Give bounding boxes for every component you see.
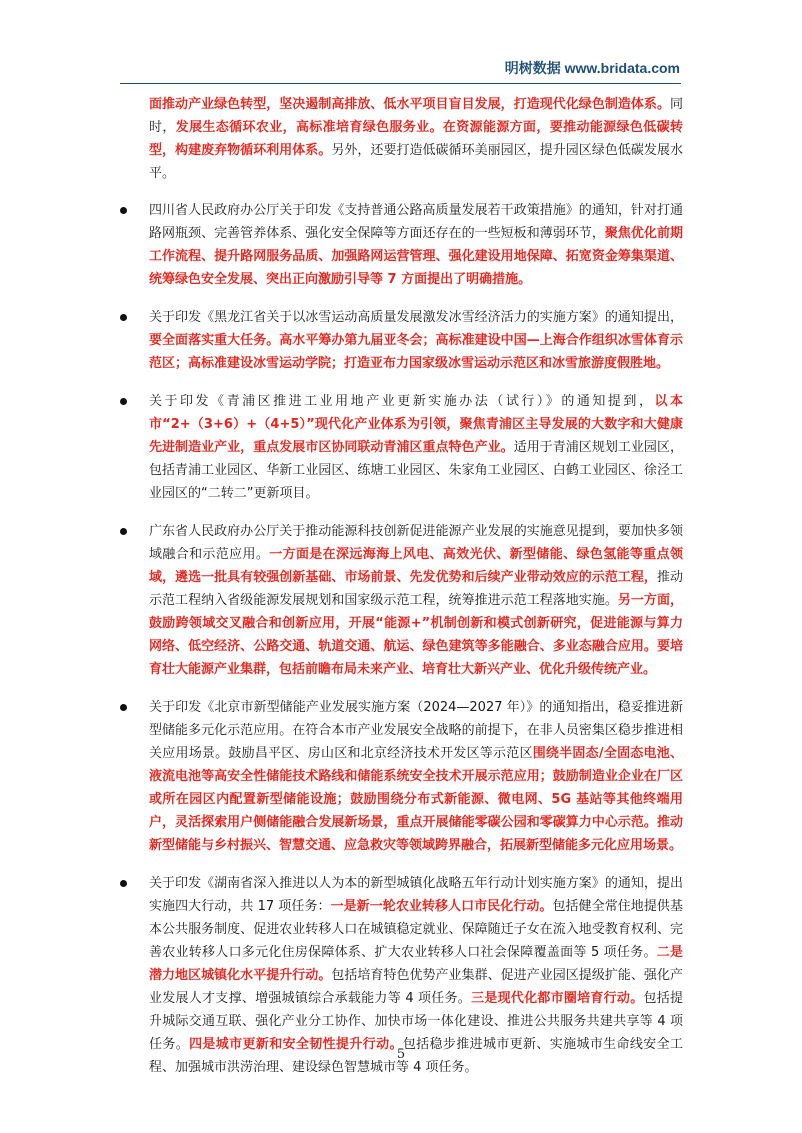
text-segment: 发展生态循环农业，高标准培育绿色服务业。在资源能源方面，要推动能源绿色低碳转型，构建废弃物循环利用体系。	[149, 120, 683, 158]
text-segment: 关于印发《青浦区推进工业用地产业更新实施办法（试行）》的通知提到，	[149, 394, 655, 409]
text-segment: 包括稳步推进城市更新、实施城市生命线安全工程、加强城市洪涝治理、建设绿色智慧城市等 4 项任务。	[149, 1037, 683, 1075]
text-segment: 二是潜力地区城镇化水平提升行动。	[149, 945, 683, 983]
text-segment: 同时，	[149, 97, 683, 135]
bullet-item-guangdong	[121, 520, 683, 681]
bullet-icon	[120, 207, 127, 214]
text-segment: 推动示范工程纳入省级能源发展规划和国家级示范工程，统筹推进示范工程落地实施。	[149, 570, 683, 608]
bullet-item-beijing	[121, 696, 683, 857]
text-segment: 关于印发《湖南省深入推进以人为本的新型城镇化战略五年行动计划实施方案》的通知，提出实施四大行动，共 17 项任务：	[149, 876, 683, 914]
text-segment: 四是城市更新和安全韧性提升行动。	[189, 1037, 403, 1052]
text-segment: 包括健全常住地提供基本公共服务制度、促进农业转移人口在城镇稳定就业、保障随迁子女在流入地受教育权利、完善农业转移人口多元化住房保障体系、扩大农业转移人口社会保障覆盖面等 5 项任务。	[149, 899, 683, 960]
text-segment: 一方面是在深远海海上风电、高效光伏、新型储能、绿色氢能等重点领域，遴选一批具有较强创新基础、市场前景、先发优势和后续产业带动效应的示范工程，	[149, 547, 683, 585]
page-number: 5	[396, 1047, 406, 1062]
text-segment: 围绕半固态/全固态电池、液流电池等高安全性储能技术路线和储能系统安全技术开展示范应用；鼓励制造业企业在厂区或所在园区内配置新型储能设施；鼓励围绕分布式新能源、微电网、5G 基站等其他终端用户，灵活探索用户侧储能融合发展新场景，重点开展储能零碳公园和零碳算力中心示范。推动新型储能与乡村振兴、智慧交通、应急救灾等领域跨界融合，拓展新型储能多元化应用场景。	[149, 746, 683, 853]
bullet-icon	[120, 528, 127, 535]
text-segment: 包括提升城际交通互联、强化产业分工协作、加快市场一体化建设、推进公共服务共建共享等 4 项任务。	[149, 991, 683, 1052]
bullet-icon	[120, 398, 127, 405]
bullet-item-qingpu	[121, 390, 683, 505]
bullet-icon	[120, 880, 127, 887]
text-segment: 面推动产业绿色转型，坚决遏制高排放、低水平项目盲目发展，打造现代化绿色制造体系。	[149, 97, 670, 112]
text-segment: 以本市“2+（3+6）+（4+5）”现代化产业体系为引领，聚焦青浦区主导发展的大数字和大健康先进制造业产业，重点发展市区协同联动青浦区重点特色产业。	[149, 394, 683, 455]
continuation-paragraph	[149, 93, 683, 185]
text-segment: 一是新一轮农业转移人口市民化行动。	[330, 899, 553, 914]
bullet-icon	[120, 314, 127, 321]
header-brand: 明树数据 www.bridata.com	[504, 60, 680, 76]
text-segment: 适用于青浦区规划工业园区，包括青浦工业园区、华新工业园区、练塘工业园区、朱家角工业园区、白鹤工业园区、徐泾工业园区的“二转二”更新项目。	[149, 440, 683, 501]
text-segment: 另一方面，鼓励跨领域交叉融合和创新应用，开展“能源+”机制创新和模式创新研究，促进能源与算力网络、低空经济、公路交通、轨道交通、航运、绿色建筑等多能融合、多业态融合应用。要培育壮大能源产业集群，包括前瞻布局未来产业、培育壮大新兴产业、优化升级传统产业。	[149, 593, 683, 677]
text-segment: 聚焦优化前期工作流程、提升路网服务品质、加强路网运营管理、强化建设用地保障、拓宽资金筹集渠道、统筹绿色安全发展、突出正向激励引导等 7 方面提出了明确措施。	[149, 226, 683, 287]
bullet-icon	[120, 704, 127, 711]
text-segment: 关于印发《黑龙江省关于以冰雪运动高质量发展激发冰雪经济活力的实施方案》的通知提出，	[149, 310, 683, 325]
text-segment: 要全面落实重大任务。高水平筹办第九届亚冬会；高标准建设中国—上海合作组织冰雪体育示范区；高标准建设冰雪运动学院；打造亚布力国家级冰雪运动示范区和冰雪旅游度假胜地。	[149, 333, 683, 371]
text-segment: 四川省人民政府办公厅关于印发《支持普通公路高质量发展若干政策措施》的通知，针对打通路网瓶颈、完善管养体系、强化安全保障等方面还存在的一些短板和薄弱环节，	[149, 203, 683, 241]
text-segment: 关于印发《北京市新型储能产业发展实施方案（2024—2027 年）》的通知指出，稳妥推进新型储能多元化示范应用。在符合本市产业发展安全战略的前提下，在非人员密集区稳步推进相关应用场景。鼓励昌平区、房山区和北京经济技术开发区等示范区	[149, 700, 683, 761]
text-segment: 三是现代化都市圈培育行动。	[471, 991, 644, 1006]
text-segment: 广东省人民政府办公厅关于推动能源科技创新促进能源产业发展的实施意见提到，要加快多领域融合和示范应用。	[149, 524, 683, 562]
header-divider	[120, 83, 681, 84]
text-segment: 另外，还要打造低碳循环美丽园区，提升园区绿色低碳发展水平。	[149, 143, 683, 181]
bullet-item-sichuan	[121, 199, 683, 291]
text-segment: 包括培育特色优势产业集群、促进产业园区提级扩能、强化产业发展人才支撑、增强城镇综合承载能力等 4 项任务。	[149, 968, 683, 1006]
bullet-item-heilongjiang	[121, 306, 683, 375]
page-content	[121, 93, 683, 1079]
